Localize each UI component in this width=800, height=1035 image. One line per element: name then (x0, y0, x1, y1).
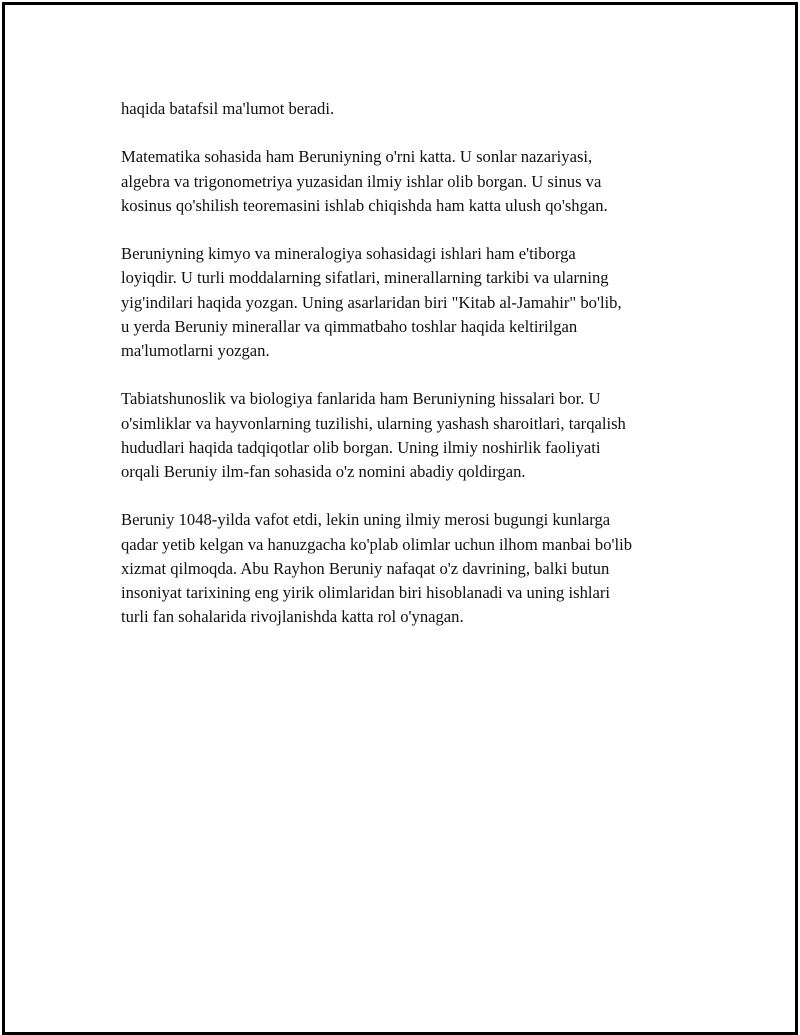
document-body (121, 97, 721, 654)
document-page (2, 2, 798, 1035)
paragraph-continuation: haqida batafsil ma'lumot beradi. (121, 99, 335, 118)
paragraph-mathematics: Matematika sohasida ham Beruniyning o'rni katta. U sonlar nazariyasi, algebra va trigonometriya yuzasidan ilmiy ishlar olib borgan. U sinus va kosinus qo'shilish teoremasini ishlab chiqishda ham katta ulush qo'shgan. (121, 147, 608, 215)
paragraph-legacy: Beruniy 1048-yilda vafot etdi, lekin uning ilmiy merosi bugungi kunlarga qadar yetib kelgan va hanuzgacha ko'plab olimlar uchun ilhom manbai bo'lib xizmat qilmoqda. Abu Rayhon Beruniy nafaqat o'z davrining, balki butun insoniyat tarixining eng yirik olimlaridan biri hisoblanadi va uning ishlari turli fan sohalarida rivojlanishda katta rol o'ynagan. (121, 510, 633, 627)
paragraph-chemistry-mineralogy: Beruniyning kimyo va mineralogiya sohasidagi ishlari ham e'tiborga loyiqdir. U turli moddalarning sifatlari, minerallarning tarkibi va ularning yig'indilari haqida yozgan. Uning asarlaridan biri "Kitab al-Jamahir" bo'lib, u yerda Beruniy minerallar va qimmatbaho toshlar haqida keltirilgan ma'lumotlarni yozgan. (121, 244, 622, 360)
paragraph-natural-sciences: Tabiatshunoslik va biologiya fanlarida ham Beruniyning hissalari bor. U o'simliklar va hayvonlarning tuzilishi, ularning yashash sharoitlari, tarqalish hududlari haqida tadqiqotlar olib borgan. Uning ilmiy noshirlik faoliyati orqali Beruniy ilm-fan sohasida o'z nomini abadiy qoldirgan. (121, 389, 626, 481)
